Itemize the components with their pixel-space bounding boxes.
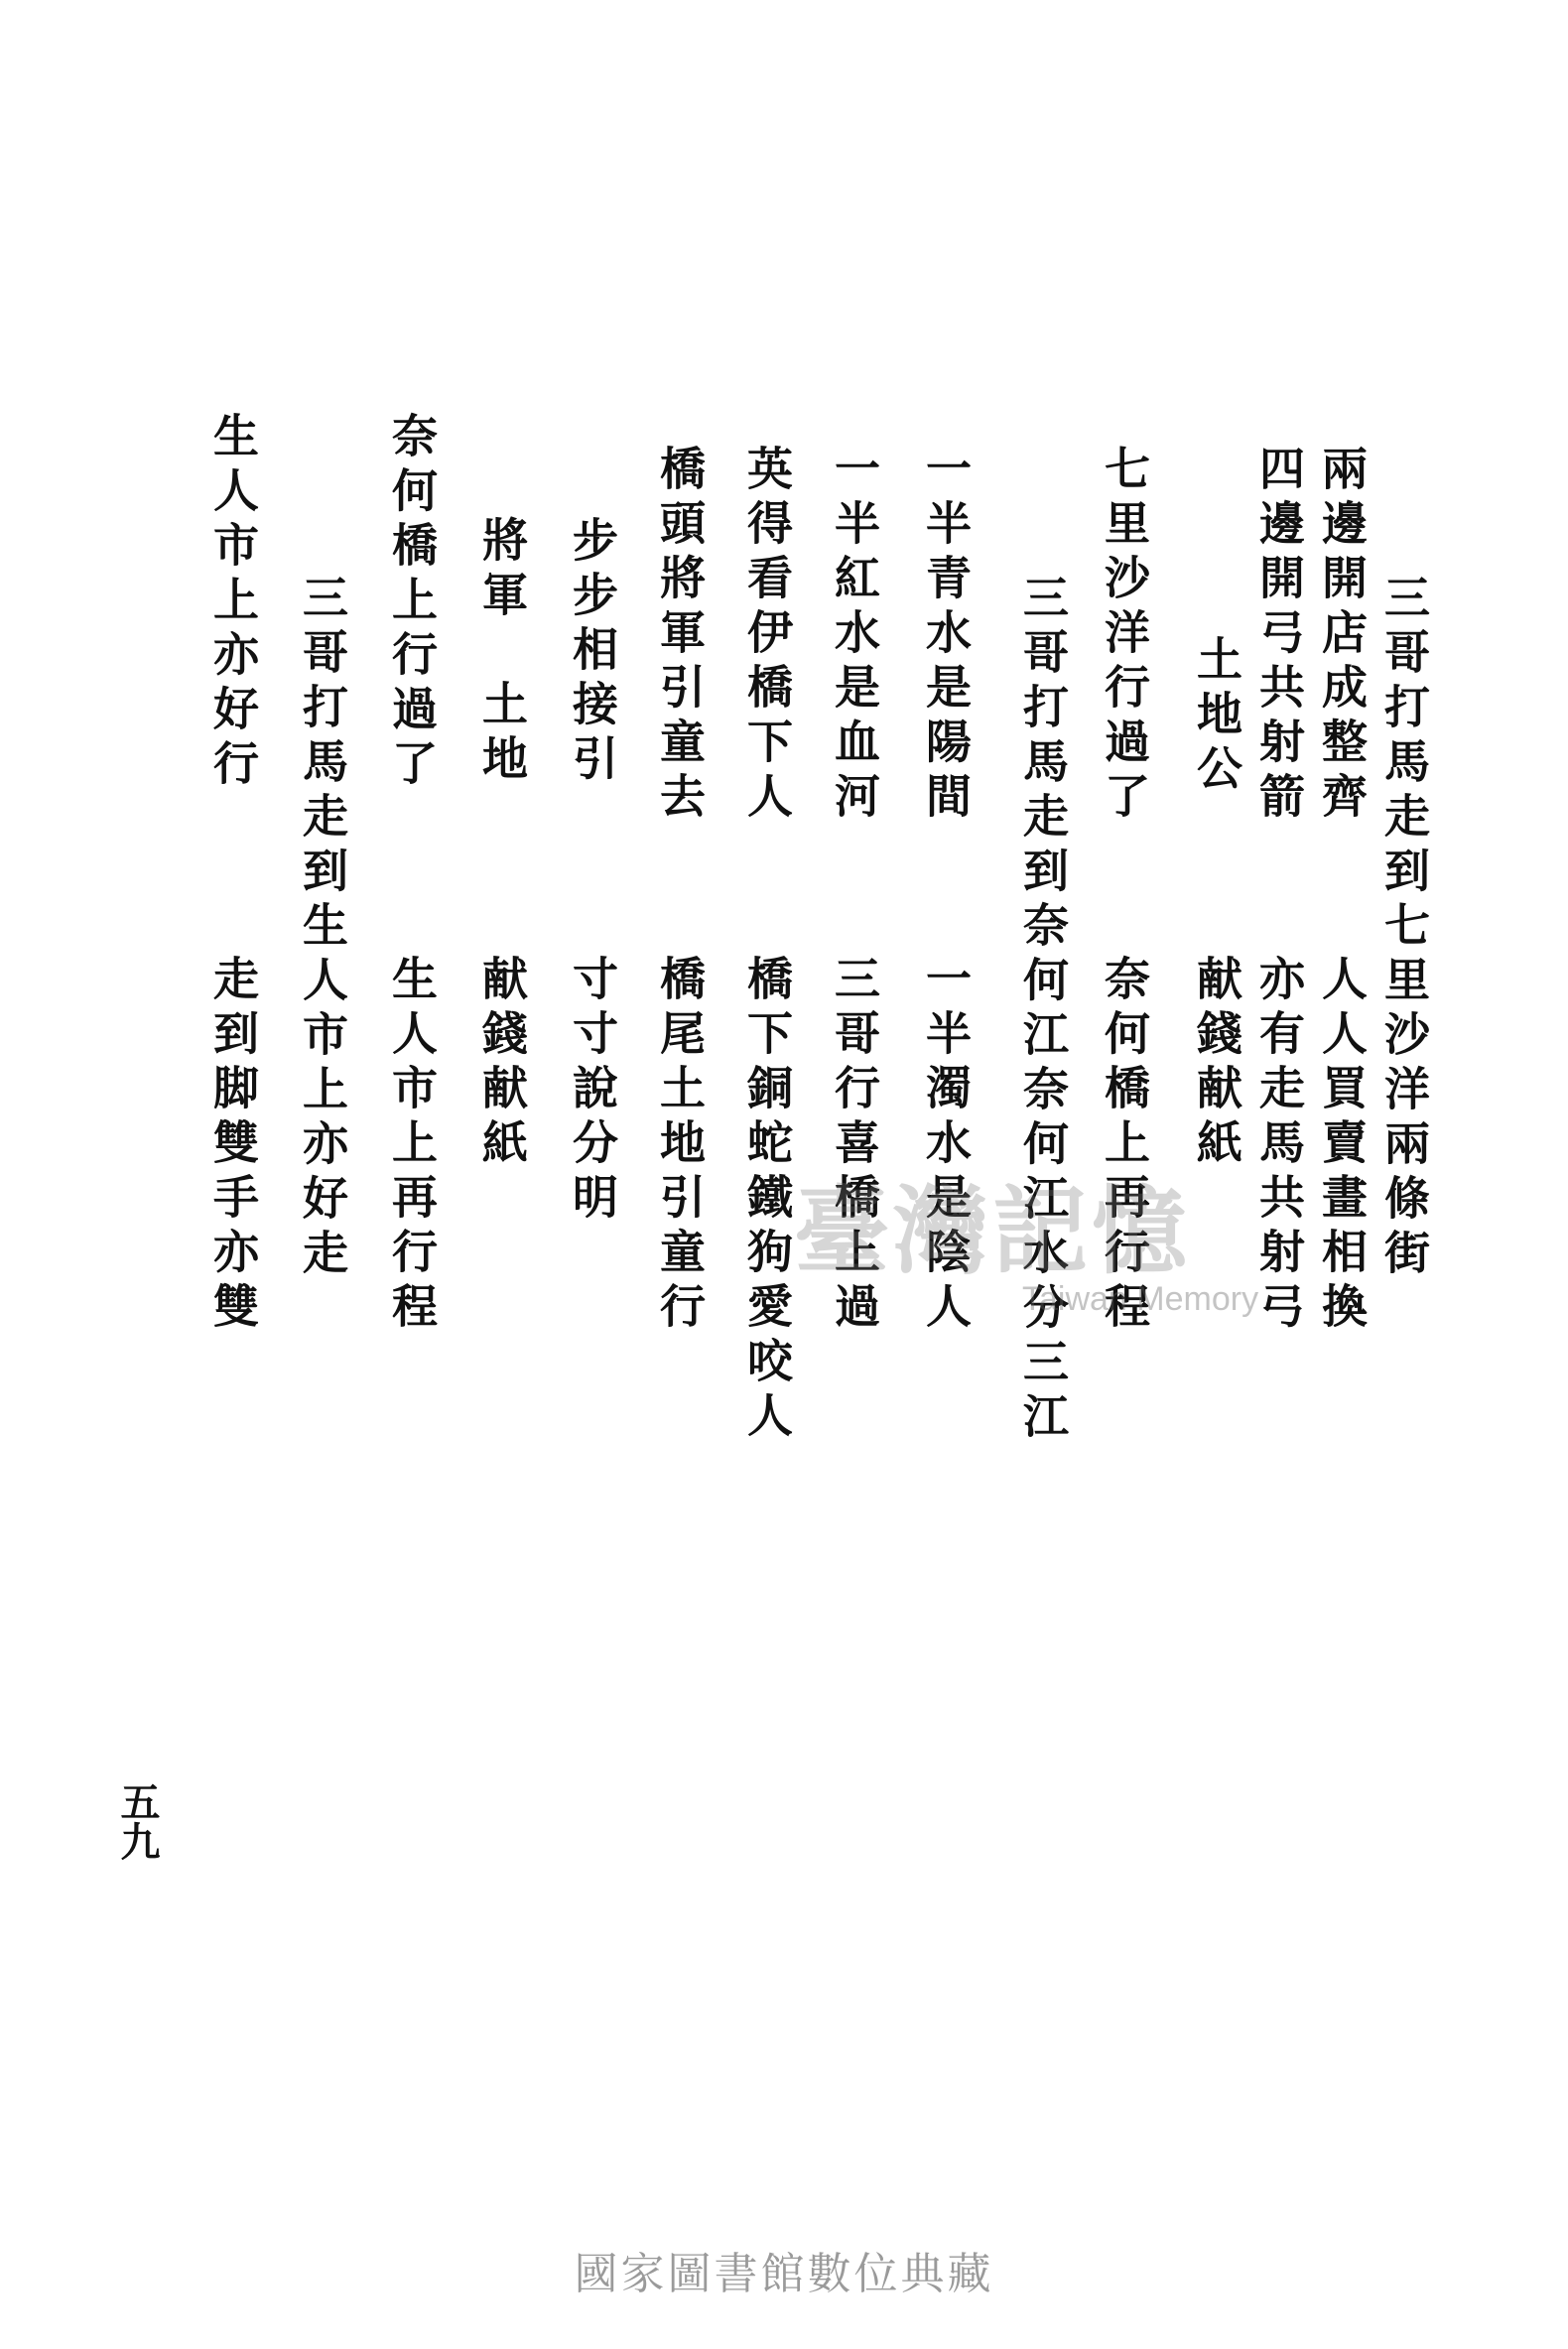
verse-line: 奈何橋上再行程 [1098,955,1151,1337]
verse-line: 生人市上再行程 [385,955,439,1337]
watermark-logo: 臺灣記憶 [794,1175,1191,1287]
verse-line: 三哥行喜橋上過 [828,955,881,1337]
footer-credit: 國家圖書館數位典藏 [574,2249,994,2299]
verse-line: 將軍 土地 [475,516,529,789]
verse-line: 三哥打馬走到奈何江奈何江水分三江 [1016,574,1070,1447]
verse-line: 兩邊開店成整齊 [1315,445,1369,827]
verse-line: 橋下銅蛇鐵狗愛咬人 [740,955,794,1446]
verse-line: 一半濁水是陰人 [919,955,973,1337]
verse-line: 奈何橋上行過了 [385,412,439,794]
verse-line: 一半紅水是血河 [828,445,881,827]
verse-line: 生人市上亦好行 [206,412,260,794]
verse-line: 三哥打馬走到生人市上亦好走 [296,574,349,1283]
verse-line: 人人買賣畫相換 [1315,955,1369,1337]
watermark-subtitle: Taiwan Memory [1022,1280,1259,1318]
verse-line: 四邊開弓共射箭 [1252,445,1306,827]
verse-line: 献錢献紙 [475,955,529,1173]
verse-line: 走到脚雙手亦雙 [206,955,260,1337]
verse-line: 橋尾土地引童行 [653,955,707,1337]
verse-line: 英得看伊橋下人 [740,445,794,827]
verse-line: 亦有走馬共射弓 [1252,955,1306,1337]
verse-line: 步步相接引 [566,516,619,789]
verse-line: 一半青水是陽間 [919,445,973,827]
verse-line: 献錢献紙 [1190,955,1243,1173]
verse-line: 橋頭將軍引童去 [653,445,707,827]
verse-line: 土地公 [1190,635,1243,799]
page-number: 五九 [114,1781,161,1861]
verse-line: 寸寸說分明 [566,955,619,1228]
verse-line: 三哥打馬走到七里沙洋兩條街 [1377,574,1431,1283]
verse-line: 七里沙洋行過了 [1098,445,1151,827]
